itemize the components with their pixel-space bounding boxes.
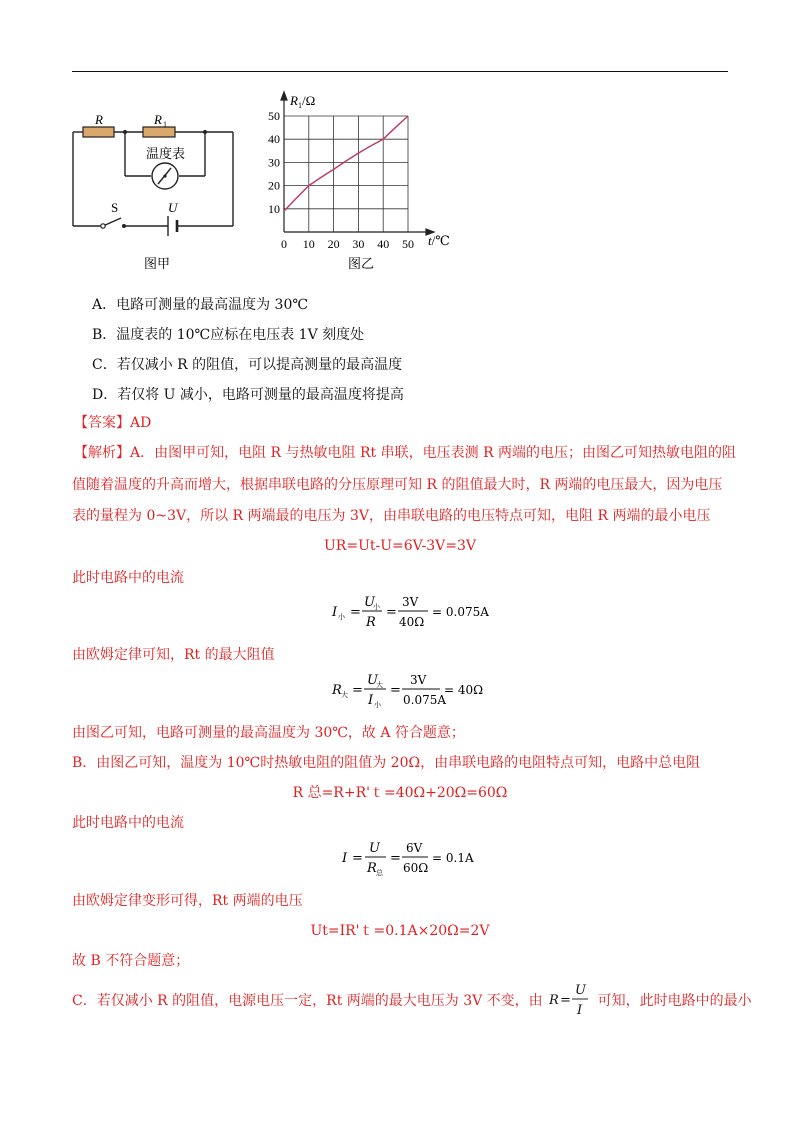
svg-text:U: U	[369, 841, 380, 856]
label-U: U	[168, 200, 178, 215]
formula-ohm-law	[548, 980, 592, 1020]
label-S: S	[111, 200, 119, 215]
option-a: A．电路可测量的最高温度为 30℃	[92, 297, 309, 313]
rt-curve	[284, 116, 408, 211]
svg-text:=: =	[352, 851, 363, 866]
rt-graph	[262, 88, 462, 280]
circuit-diagram	[66, 108, 256, 278]
analysis-line-11: C．若仅减小 R 的阻值，电源电压一定，Rt 两端的最大电压为 3V 不变，由 R = U I 可知，此时电路中的最小	[72, 990, 728, 1012]
x-tick-label: 0	[281, 237, 287, 251]
analysis-line-4: 此时电路中的电流	[72, 570, 184, 586]
formula-current	[340, 836, 480, 880]
analysis-line-10: 故 B 不符合题意；	[72, 953, 190, 969]
circuit-caption: 图甲	[144, 256, 171, 271]
svg-text:=: =	[390, 851, 401, 866]
analysis-line-2: 值随着温度的升高而增大，根据串联电路的分压原理可知 R 的阻值最大时，R 两端的电压最大，因为电压	[72, 477, 723, 493]
y-tick-label: 10	[268, 201, 280, 216]
analysis-line-5: 由欧姆定律可知，Rt 的最大阻值	[72, 647, 275, 663]
answer: 【答案】AD	[74, 415, 152, 431]
formula-current-min	[330, 590, 490, 634]
svg-text:大: 大	[341, 691, 348, 699]
svg-text:6V: 6V	[406, 841, 423, 855]
y-tick-label: 30	[268, 155, 280, 170]
analysis-line-6: 由图乙可知，电路可测量的最高温度为 30℃，故 A 符合题意；	[72, 725, 465, 741]
y-tick-label: 50	[268, 109, 280, 123]
svg-text:R: R	[366, 615, 376, 630]
svg-text:U: U	[575, 983, 587, 998]
svg-text:I: I	[577, 1003, 583, 1018]
label-R: R	[95, 112, 103, 127]
x-tick-label: 10	[302, 237, 315, 251]
option-d: D．若仅将 U 减小，电路可测量的最高温度将提高	[92, 387, 404, 403]
svg-text:I: I	[332, 605, 338, 620]
svg-text:U: U	[364, 595, 375, 610]
meter-label: 温度表	[146, 146, 186, 161]
svg-text:=: =	[350, 605, 361, 620]
svg-text:I: I	[342, 851, 348, 866]
analysis-line-7: B．由图乙可知，温度为 10℃时热敏电阻的阻值为 20Ω，由串联电路的电阻特点可知，电路中总电阻	[72, 755, 701, 771]
label-R1: R	[154, 112, 162, 127]
svg-text:=: =	[386, 605, 397, 620]
svg-text:小: 小	[374, 701, 381, 709]
graph-caption: 图乙	[348, 256, 375, 271]
svg-text:=: =	[352, 683, 363, 698]
svg-text:R: R	[332, 683, 342, 698]
svg-text:60Ω: 60Ω	[403, 861, 429, 875]
graph-ylabel: $R_1/\Omega$	[290, 93, 316, 110]
label-R1-sub: 1	[163, 120, 167, 129]
svg-text:U: U	[367, 673, 378, 688]
y-axis-arrow	[281, 92, 287, 100]
analysis-line-8: 此时电路中的电流	[72, 815, 184, 831]
resistor-R	[83, 127, 114, 137]
equation-total-resistance: R 总=R+R'ｔ=40Ω+20Ω=60Ω	[292, 785, 508, 801]
svg-text:R: R	[549, 993, 559, 1008]
equation-ut: Ut=IR'ｔ=0.1A×20Ω=2V	[310, 923, 490, 939]
y-tick-label: 40	[268, 132, 280, 147]
option-b: B．温度表的 10℃应标在电压表 1V 刻度处	[92, 327, 365, 343]
graph-xlabel: t/℃	[428, 233, 450, 248]
svg-text:= 40Ω: = 40Ω	[444, 683, 484, 697]
x-tick-label: 50	[402, 237, 414, 251]
svg-text:3V: 3V	[402, 595, 419, 609]
svg-text:R: R	[367, 861, 377, 876]
analysis-line-9: 由欧姆定律变形可得，Rt 两端的电压	[72, 893, 303, 909]
svg-text:0.075A: 0.075A	[403, 693, 447, 707]
equation-ur: UR=Ut-U=6V-3V=3V	[324, 538, 476, 554]
svg-text:40Ω: 40Ω	[399, 615, 425, 629]
analysis-line-1: 【解析】A．由图甲可知，电阻 R 与热敏电阻 Rt 串联，电压表测 R 两端的电压；由图乙可知热敏电阻的阻	[74, 445, 737, 461]
svg-text:= 0.1A: = 0.1A	[432, 851, 474, 865]
y-tick-label: 20	[268, 178, 280, 193]
header-rule	[72, 71, 728, 72]
x-tick-label: 20	[327, 237, 340, 251]
analysis-line-3: 表的量程为 0~3V，所以 R 两端最的电压为 3V，由串联电路的电压特点可知，电阻 R 两端的最小电压	[72, 508, 711, 524]
svg-text:=: =	[390, 683, 401, 698]
svg-text:总: 总	[376, 869, 383, 877]
x-tick-label: 30	[352, 237, 365, 251]
svg-text:I: I	[368, 693, 374, 708]
svg-text:大: 大	[376, 681, 383, 689]
svg-text:3V: 3V	[410, 673, 427, 687]
x-tick-label: 40	[377, 237, 390, 251]
formula-resistance-max	[330, 668, 490, 712]
svg-text:小: 小	[338, 613, 345, 621]
resistor-R1	[143, 127, 175, 137]
svg-text:=: =	[560, 993, 572, 1008]
option-c: C．若仅减小 R 的阻值，可以提高测量的最高温度	[92, 357, 403, 373]
svg-text:= 0.075A: = 0.075A	[432, 605, 489, 619]
svg-text:小: 小	[373, 603, 380, 611]
